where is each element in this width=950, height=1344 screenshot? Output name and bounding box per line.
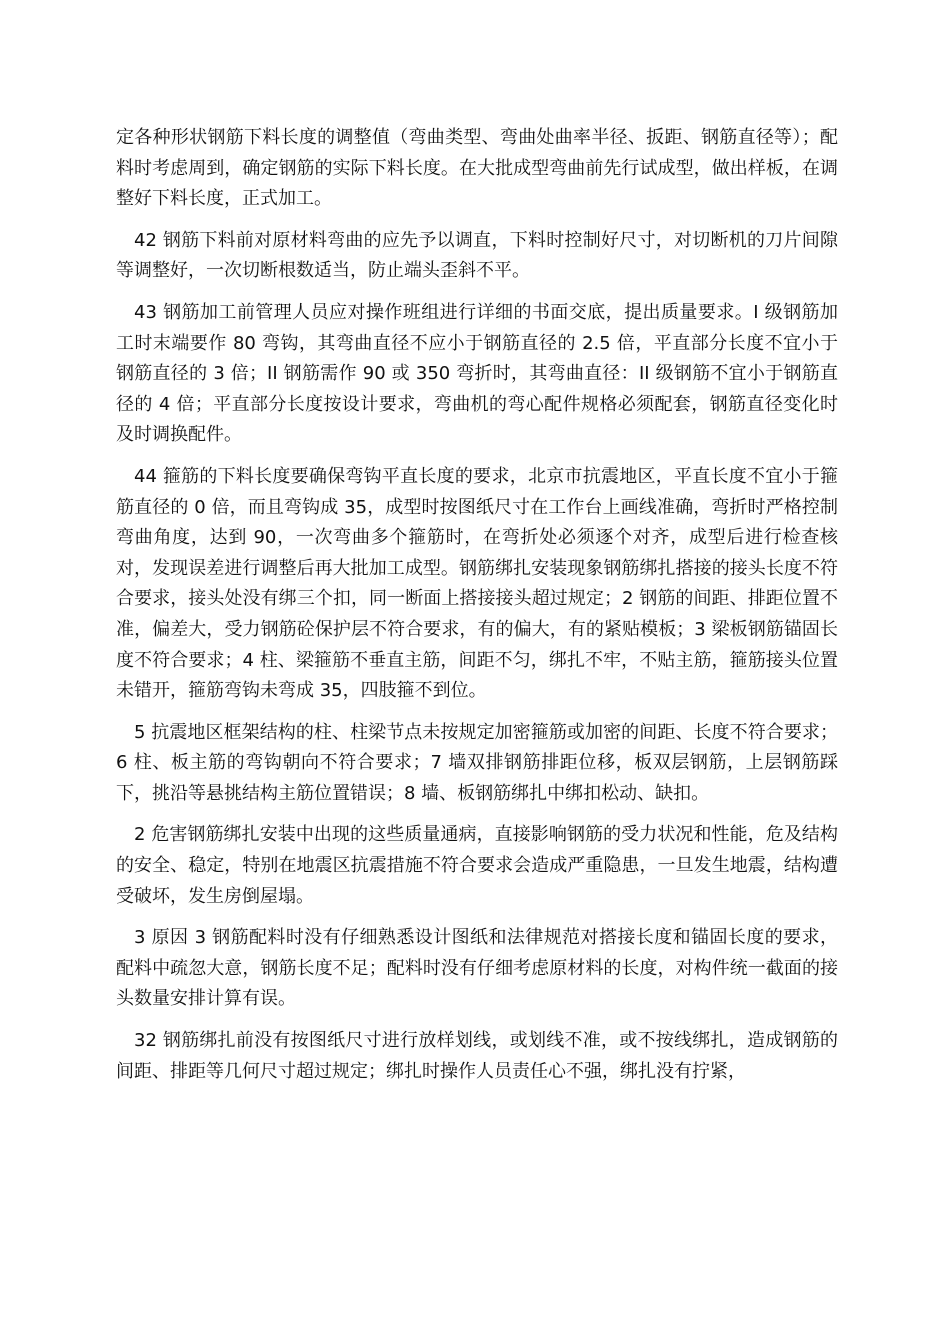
paragraph-5-seismic: 5 抗震地区框架结构的柱、柱梁节点未按规定加密箍筋或加密的间距、长度不符合要求；6 柱、板主筋的弯钩朝向不符合要求；7 墙双排钢筋排距位移，板双层钢筋，上层钢筋踩下，挑沿等悬挑结构主筋位置错误；8 墙、板钢筋绑扎中绑扣松动、缺扣。 (116, 721, 838, 804)
document-page (116, 123, 838, 1098)
paragraph-42-cutting: 42 钢筋下料前对原材料弯曲的应先予以调直，下料时控制好尺寸，对切断机的刀片间隙等调整好，一次切断根数适当，防止端头歪斜不平。 (116, 229, 838, 282)
paragraph-continuation: 定各种形状钢筋下料长度的调整值（弯曲类型、弯曲处曲率半径、扳距、钢筋直径等）；配料时考虑周到，确定钢筋的实际下料长度。在大批成型弯曲前先行试成型，做出样板，在调整好下料长度，正式加工。 (116, 127, 838, 210)
paragraph-44-stirrups: 44 箍筋的下料长度要确保弯钩平直长度的要求，北京市抗震地区，平直长度不宜小于箍筋直径的 0 倍，而且弯钩成 35，成型时按图纸尺寸在工作台上画线准确，弯折时严格控制弯曲角度，达到 90，一次弯曲多个箍筋时，在弯折处必须逐个对齐，成型后进行检查核对，发现误差进行调整后再大批加工成型。钢筋绑扎安装现象钢筋绑扎搭接的接头长度不符合要求，接头处没有绑三个扣，同一断面上搭接接头超过规定；2 钢筋的间距、排距位置不准，偏差大，受力钢筋砼保护层不符合要求，有的偏大，有的紧贴模板；3 梁板钢筋锚固长度不符合要求；4 柱、梁箍筋不垂直主筋，间距不匀，绑扎不牢，不贴主筋，箍筋接头位置未错开，箍筋弯钩未弯成 35，四肢箍不到位。 (116, 465, 838, 702)
paragraph-3-causes: 3 原因 3 钢筋配料时没有仔细熟悉设计图纸和法律规范对搭接长度和锚固长度的要求，配料中疏忽大意，钢筋长度不足；配料时没有仔细考虑原材料的长度，对构件统一截面的接头数量安排计算有误。 (116, 927, 838, 1010)
paragraph-2-hazards: 2 危害钢筋绑扎安装中出现的这些质量通病，直接影响钢筋的受力状况和性能，危及结构的安全、稳定，特别在地震区抗震措施不符合要求会造成严重隐患，一旦发生地震，结构遭受破坏，发生房倒屋塌。 (116, 824, 838, 907)
paragraph-43-processing: 43 钢筋加工前管理人员应对操作班组进行详细的书面交底，提出质量要求。I 级钢筋加工时末端要作 80 弯钩，其弯曲直径不应小于钢筋直径的 2.5 倍，平直部分长度不宜小于钢筋直径的 3 倍；II 钢筋需作 90 或 350 弯折时，其弯曲直径：II 级钢筋不宜小于钢筋直径的 4 倍；平直部分长度按设计要求，弯曲机的弯心配件规格必须配套，钢筋直径变化时及时调换配件。 (116, 301, 838, 446)
paragraph-32-binding: 32 钢筋绑扎前没有按图纸尺寸进行放样划线，或划线不准，或不按线绑扎，造成钢筋的间距、排距等几何尺寸超过规定；绑扎时操作人员责任心不强，绑扎没有拧紧， (116, 1030, 838, 1082)
